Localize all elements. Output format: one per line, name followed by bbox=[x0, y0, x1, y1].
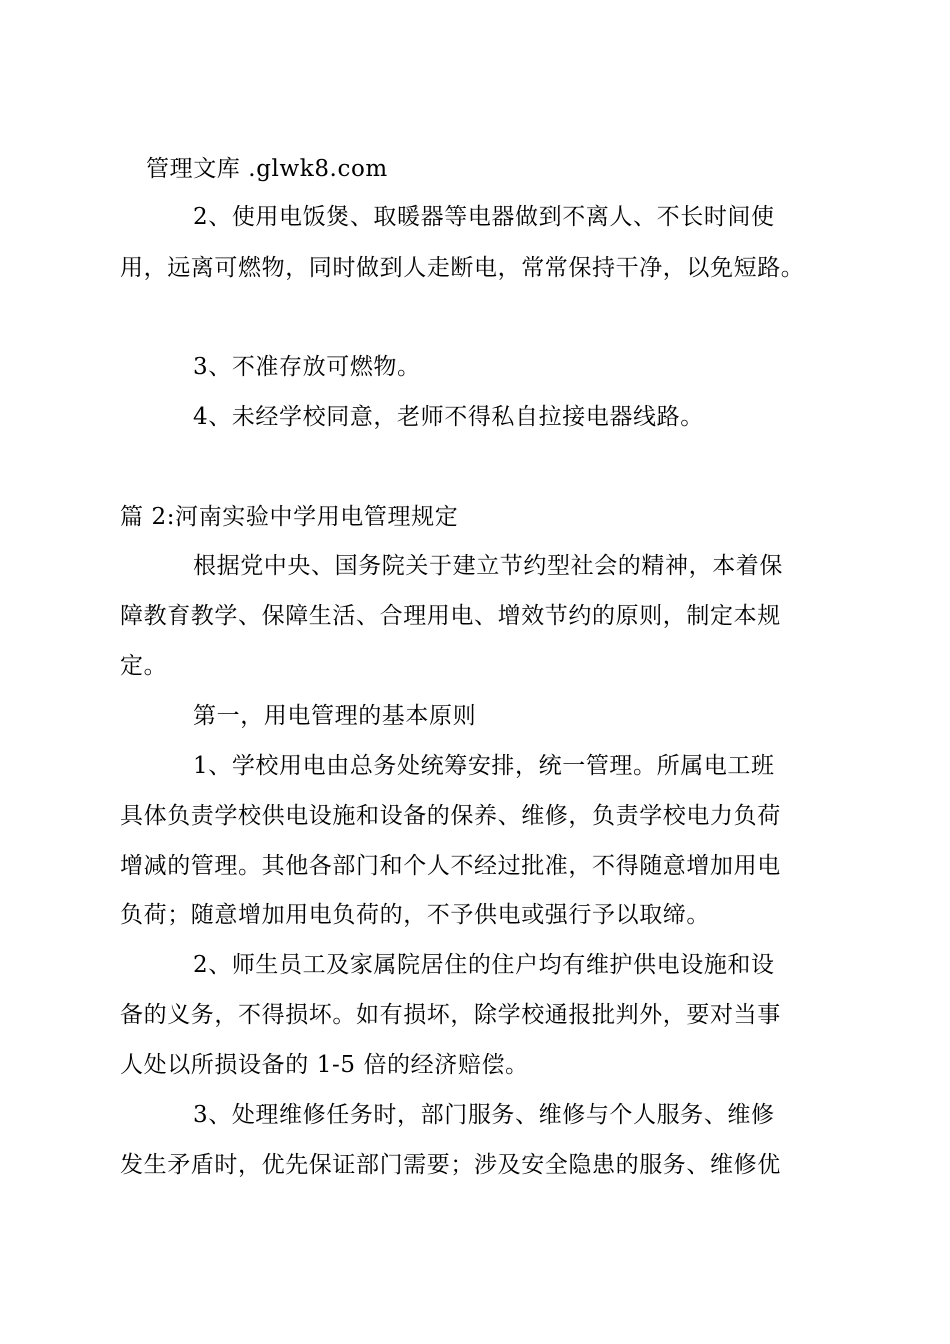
paragraph-line: 2、使用电饭煲、取暖器等电器做到不离人、不长时间使 bbox=[193, 204, 775, 230]
paragraph-line: 定。 bbox=[120, 653, 168, 679]
subheading: 第一，用电管理的基本原则 bbox=[193, 703, 477, 729]
paragraph-line: 4、未经学校同意，老师不得私自拉接电器线路。 bbox=[193, 404, 704, 430]
paragraph-line: 备的义务，不得损坏。如有损坏，除学校通报批判外，要对当事 bbox=[120, 1002, 781, 1028]
paragraph-line: 根据党中央、国务院关于建立节约型社会的精神，本着保 bbox=[193, 553, 783, 579]
paragraph-line: 2、师生员工及家属院居住的住户均有维护供电设施和设 bbox=[193, 952, 775, 978]
paragraph-line: 负荷；随意增加用电负荷的，不予供电或强行予以取缔。 bbox=[120, 902, 710, 928]
paragraph-line: 发生矛盾时，优先保证部门需要；涉及安全隐患的服务、维修优 bbox=[120, 1152, 781, 1178]
watermark-text: 管理文库 .glwk8.com bbox=[146, 156, 388, 182]
paragraph-line: 3、处理维修任务时，部门服务、维修与个人服务、维修 bbox=[193, 1102, 775, 1128]
paragraph-line: 3、不准存放可燃物。 bbox=[193, 354, 421, 380]
paragraph-line: 障教育教学、保障生活、合理用电、增效节约的原则，制定本规 bbox=[120, 603, 781, 629]
paragraph-line: 人处以所损设备的 1-5 倍的经济赔偿。 bbox=[120, 1052, 529, 1078]
paragraph-line: 具体负责学校供电设施和设备的保养、维修，负责学校电力负荷 bbox=[120, 803, 781, 829]
paragraph-line: 1、学校用电由总务处统筹安排，统一管理。所属电工班 bbox=[193, 753, 775, 779]
section-heading: 篇 2:河南实验中学用电管理规定 bbox=[120, 504, 459, 530]
paragraph-line: 用，远离可燃物，同时做到人走断电，常常保持干净，以免短路。 bbox=[120, 255, 805, 281]
paragraph-line: 增减的管理。其他各部门和个人不经过批准，不得随意增加用电 bbox=[120, 853, 781, 879]
